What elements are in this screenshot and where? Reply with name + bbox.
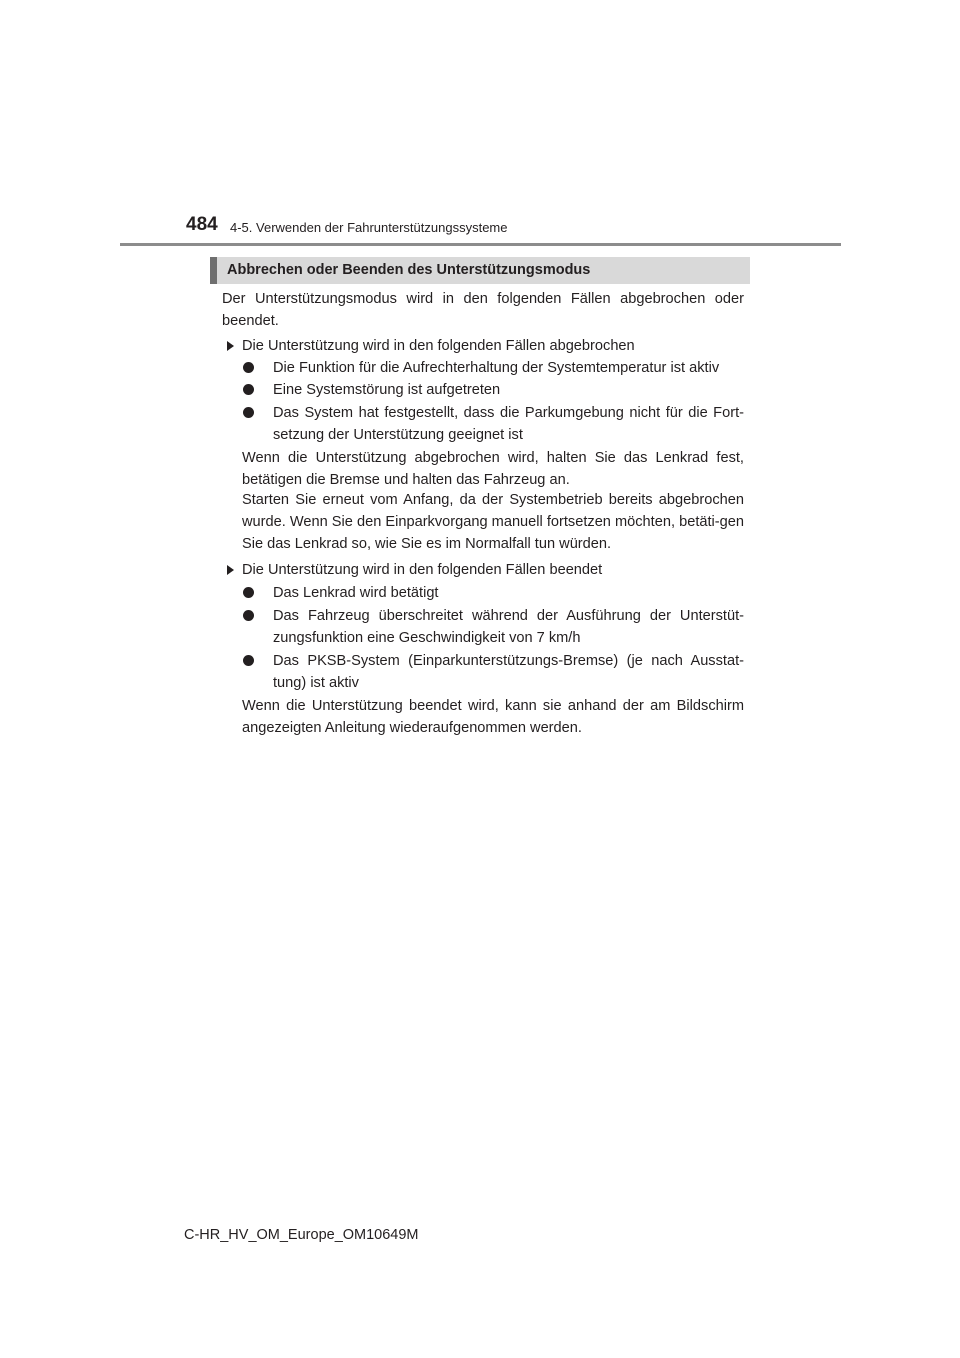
page-number: 484	[186, 214, 218, 235]
section-heading: Abbrechen oder Beenden des Unterstützungsmodus	[210, 257, 750, 284]
chapter-title: 4-5. Verwenden der Fahrunterstützungssysteme	[230, 220, 508, 235]
bullet-dot-icon	[243, 407, 254, 418]
cancel-bullet: Das System hat festgestellt, dass die Parkumgebung nicht für die Fort-setzung der Unterstützung geeignet ist	[273, 405, 744, 443]
triangle-bullet-icon	[227, 565, 234, 575]
bullet-dot-icon	[243, 362, 254, 373]
cancel-note: Starten Sie erneut vom Anfang, da der Systembetrieb bereits abgebrochen wurde. Wenn Sie den Einparkvorgang manuell fortsetzen möchten, betäti-gen Sie das Lenkrad so, wie Sie es im Normalfall tun würden.	[242, 492, 744, 552]
end-note: Wenn die Unterstützung beendet wird, kann sie anhand der am Bildschirm angezeigten Anleitung wiederaufgenommen werden.	[242, 698, 744, 736]
cancel-bullet: Eine Systemstörung ist aufgetreten	[273, 382, 501, 398]
footer-code: C-HR_HV_OM_Europe_OM10649M	[184, 1227, 419, 1243]
header-rule	[120, 243, 841, 246]
bullet-dot-icon	[243, 384, 254, 395]
cancel-bullet: Die Funktion für die Aufrechterhaltung der Systemtemperatur ist aktiv	[273, 360, 720, 376]
cancel-title: Die Unterstützung wird in den folgenden Fällen abgebrochen	[242, 338, 635, 354]
end-title: Die Unterstützung wird in den folgenden Fällen beendet	[242, 562, 603, 578]
end-bullet: Das Lenkrad wird betätigt	[273, 585, 439, 601]
bullet-dot-icon	[243, 587, 254, 598]
bullet-dot-icon	[243, 610, 254, 621]
cancel-note: Wenn die Unterstützung abgebrochen wird, halten Sie das Lenkrad fest, betätigen die Bremse und halten das Fahrzeug an.	[242, 450, 744, 488]
end-bullet: Das PKSB-System (Einparkunterstützungs-Bremse) (je nach Ausstat-tung) ist aktiv	[273, 653, 744, 691]
intro-paragraph: Der Unterstützungsmodus wird in den folgenden Fällen abgebrochen oder beendet.	[222, 291, 744, 329]
end-bullet: Das Fahrzeug überschreitet während der Ausführung der Unterstüt-zungsfunktion eine Geschwindigkeit von 7 km/h	[273, 608, 744, 646]
bullet-dot-icon	[243, 655, 254, 666]
triangle-bullet-icon	[227, 341, 234, 351]
